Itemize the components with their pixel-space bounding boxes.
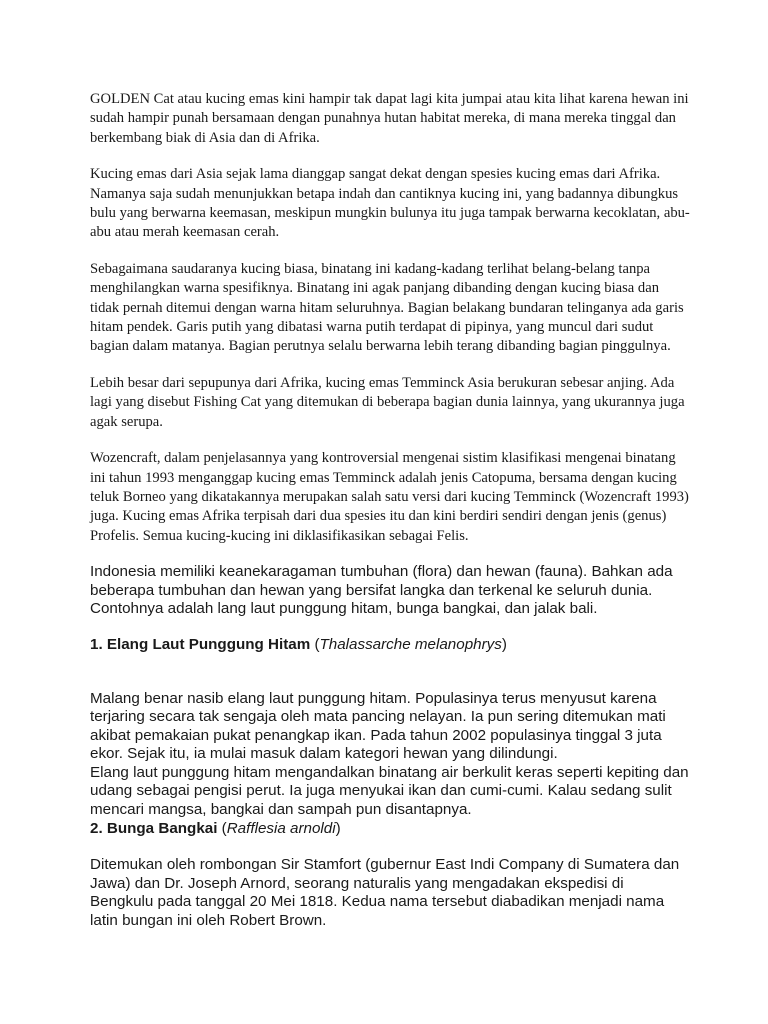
- paren-open: (: [217, 819, 227, 837]
- paragraph-asian-golden-cat: Kucing emas dari Asia sejak lama dianggap sangat dekat dengan spesies kucing emas dari Afrika. Namanya saja sudah menunjukkan betapa indah dan cantiknya kucing ini, yang badannya dibungkus bulu yang berwarna keemasan, meskipun mungkin bulunya itu juga tampak berwarna kecoklatan, abu-abu atau merah keemasan cerah.: [90, 166, 690, 241]
- spacer: [90, 838, 690, 856]
- section-title: 1. Elang Laut Punggung Hitam: [90, 635, 311, 653]
- latin-name: Thalassarche melanophrys: [319, 635, 502, 653]
- paragraph-size: Lebih besar dari sepupunya dari Afrika, kucing emas Temminck Asia berukuran sebesar anjing. Ada lagi yang disebut Fishing Cat yang ditemukan di beberapa bagian dunia lainnya, yang ukurannya juga agak serupa.: [90, 374, 685, 430]
- spacer: [90, 655, 690, 690]
- paragraph-elang-population: Malang benar nasib elang laut punggung hitam. Populasinya terus menyusut karena terjaring secara tak sengaja oleh mata pancing nelayan. Ia pun sering ditemukan mati akibat pemakaian pukat penangkap ikan. Pada tahun 2002 populasinya tinggal 3 juta ekor. Sejak itu, ia mulai masuk dalam kategori hewan yang dilindungi.: [90, 689, 666, 763]
- document-page: [90, 90, 690, 931]
- section-title: 2. Bunga Bangkai: [90, 819, 218, 837]
- section-heading-bunga-bangkai: [90, 820, 690, 839]
- paragraph-golden-cat-intro: GOLDEN Cat atau kucing emas kini hampir tak dapat lagi kita jumpai atau kita lihat karena hewan ini sudah hampir punah bersamaan dengan punahnya hutan habitat mereka, di mana mereka tinggal dan berkembang biak di Asia dan di Afrika.: [90, 91, 689, 146]
- latin-name: Rafflesia arnoldi: [226, 819, 336, 837]
- paragraph-elang-diet: Elang laut punggung hitam mengandalkan binatang air berkulit keras seperti kepiting dan udang sebagai pengisi perut. Ia juga menyukai ikan dan cumi-cumi. Kalau sedang sulit mencari mangsa, bangkai dan sampah pun disantapnya.: [90, 763, 689, 819]
- section-heading-elang-laut: [90, 636, 690, 655]
- paragraph-bunga-discovery: Ditemukan oleh rombongan Sir Stamfort (gubernur East Indi Company di Sumatera dan Jawa) dan Dr. Joseph Arnord, seorang naturalis yang mengadakan ekspedisi di Bengkulu pada tanggal 20 Mei 1818. Kedua nama tersebut diabadikan menjadi nama latin bungan ini oleh Robert Brown.: [90, 856, 680, 930]
- paren-close: ): [501, 635, 507, 653]
- paragraph-appearance: Sebagaimana saudaranya kucing biasa, binatang ini kadang-kadang terlihat belang-belang tanpa menghilangkan warna spesifiknya. Binatang ini agak panjang dibanding dengan kucing biasa dan tidak pernah ditemui dengan warna hitam seluruhnya. Bagian belakang bundaran telinganya ada garis hitam pendek. Garis putih yang dibatasi warna putih terdapat di pipinya, yang muncul dari sudut bagian dalam matanya. Bagian perutnya selalu berwarna lebih terang dibanding bagian pinggulnya.: [90, 260, 684, 355]
- paragraph-classification: Wozencraft, dalam penjelasannya yang kontroversial mengenai sistim klasifikasi mengenai binatang ini tahun 1993 menganggap kucing emas Temminck adalah jenis Catopuma, bersama dengan kucing teluk Borneo yang dikatakannya merupakan salah satu versi dari kucing Temminck (Wozencraft 1993) juga. Kucing emas Afrika terpisah dari dua spesies itu dan kini berdiri sendiri dengan jenis (genus) Profelis. Semua kucing-kucing ini diklasifikasikan sebagai Felis.: [90, 450, 689, 544]
- golden-cat-article: [90, 90, 690, 546]
- paren-close: ): [335, 819, 341, 837]
- paren-open: (: [310, 635, 320, 653]
- rare-species-article: [90, 563, 690, 931]
- paragraph-indonesia-intro: Indonesia memiliki keanekaragaman tumbuhan (flora) dan hewan (fauna). Bahkan ada beberapa tumbuhan dan hewan yang bersifat langka dan terkenal ke seluruh dunia. Contohnya adalah lang laut punggung hitam, bunga bangkai, dan jalak bali.: [90, 563, 673, 618]
